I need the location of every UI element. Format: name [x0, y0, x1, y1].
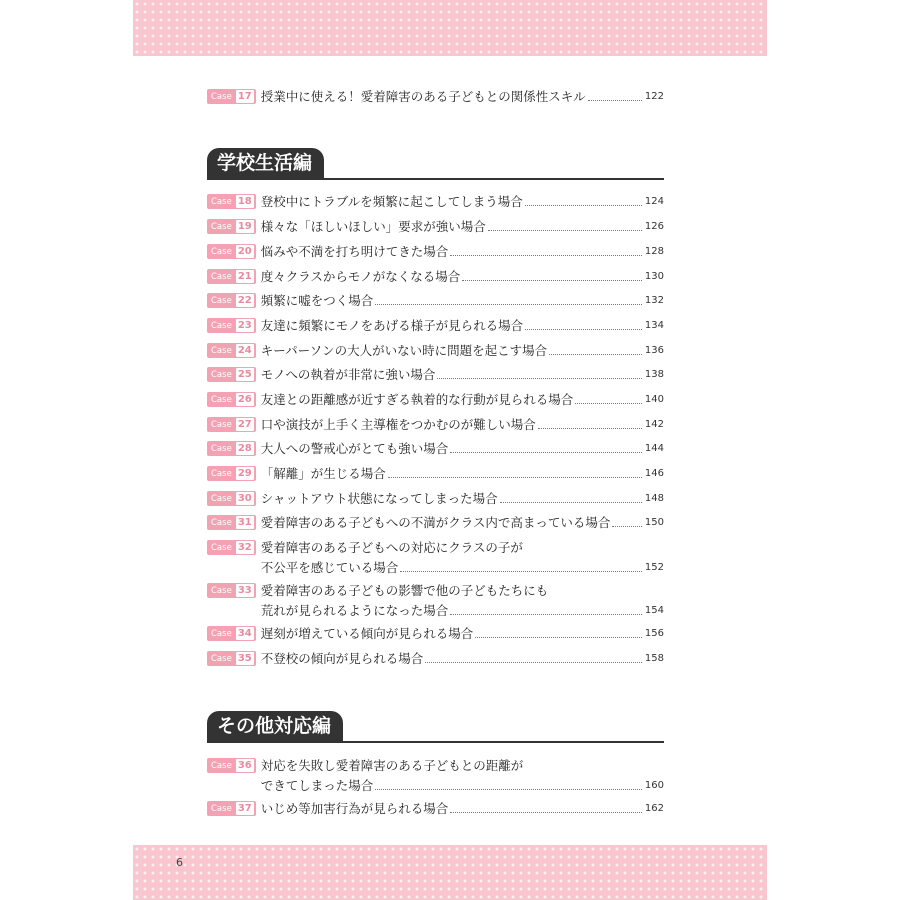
dot-leader [549, 354, 642, 355]
entry-page: 132 [644, 295, 664, 306]
entry-title: 愛着障害のある子どもへの対応にクラスの子が [260, 540, 523, 555]
dot-leader [450, 452, 642, 453]
entry-title: 愛着障害のある子どもの影響で他の子どもたちにも [260, 583, 549, 598]
section-title: 学校生活編 [207, 148, 324, 178]
dot-leader [437, 378, 642, 379]
dot-leader [588, 100, 642, 101]
entry-page: 162 [644, 803, 664, 814]
entry-page: 152 [644, 562, 664, 573]
case-number: 20 [235, 244, 255, 259]
dot-leader [450, 812, 642, 813]
case-badge: Case 35 [207, 651, 256, 666]
toc-entry[interactable] [207, 291, 664, 311]
toc-entry[interactable] [207, 464, 664, 484]
toc-entry[interactable] [207, 341, 664, 361]
entry-page: 146 [644, 468, 664, 479]
case-badge: Case 34 [207, 626, 256, 641]
case-badge: Case 33 [207, 583, 256, 598]
entry-page: 130 [644, 271, 664, 282]
case-number: 24 [235, 343, 255, 358]
entry-page: 160 [644, 780, 664, 791]
entry-page: 142 [644, 419, 664, 430]
case-number: 32 [235, 540, 255, 555]
entry-title: 登校中にトラブルを頻繁に起こしてしまう場合 [260, 194, 523, 209]
entry-page: 122 [644, 91, 664, 102]
entry-page: 148 [644, 493, 664, 504]
toc-entry[interactable] [207, 192, 664, 212]
case-badge: Case 36 [207, 758, 256, 773]
toc-entry[interactable] [207, 513, 664, 533]
toc-entry[interactable] [207, 489, 664, 509]
case-badge: Case 19 [207, 219, 256, 234]
dot-leader [612, 526, 642, 527]
entry-page: 126 [644, 221, 664, 232]
entry-page: 136 [644, 345, 664, 356]
case-badge: Case 21 [207, 269, 256, 284]
entry-title: 口や演技が上手く主導権をつかむのが難しい場合 [260, 417, 536, 432]
entry-page: 140 [644, 394, 664, 405]
case-number: 35 [235, 651, 255, 666]
case-badge: Case 24 [207, 343, 256, 358]
toc-entry[interactable] [207, 581, 664, 621]
toc-entry[interactable] [207, 439, 664, 459]
entry-page: 156 [644, 628, 664, 639]
dot-leader [575, 403, 642, 404]
entry-page: 150 [644, 517, 664, 528]
entry-title-continued: 不公平を感じている場合 [260, 560, 399, 575]
toc-entry[interactable] [207, 242, 664, 262]
case-number: 17 [235, 89, 255, 104]
case-badge: Case 29 [207, 466, 256, 481]
dot-leader [538, 428, 642, 429]
dot-leader [388, 477, 642, 478]
entry-title: シャットアウト状態になってしまった場合 [260, 491, 498, 506]
case-number: 23 [235, 318, 255, 333]
case-badge: Case 32 [207, 540, 256, 555]
case-number: 36 [235, 758, 255, 773]
entry-page: 144 [644, 443, 664, 454]
entry-page: 134 [644, 320, 664, 331]
toc-entry[interactable] [207, 538, 664, 578]
case-number: 22 [235, 293, 255, 308]
toc-entry[interactable] [207, 624, 664, 644]
toc-entry[interactable] [207, 217, 664, 237]
entry-page: 138 [644, 369, 664, 380]
dot-leader [462, 280, 642, 281]
entry-page: 154 [644, 605, 664, 616]
entry-title: 授業中に使える！愛着障害のある子どもとの関係性スキル [260, 89, 586, 104]
dot-leader [375, 304, 642, 305]
case-number: 21 [235, 269, 255, 284]
dot-leader [400, 571, 642, 572]
dot-leader [425, 662, 642, 663]
case-badge: Case 30 [207, 491, 256, 506]
section-title: その他対応編 [207, 711, 343, 741]
toc-entry[interactable] [207, 365, 664, 385]
case-number: 37 [235, 801, 255, 816]
case-number: 25 [235, 367, 255, 382]
case-number: 30 [235, 491, 255, 506]
entry-title: 不登校の傾向が見られる場合 [260, 651, 424, 666]
toc-entry[interactable] [207, 267, 664, 287]
entry-title: 様々な「ほしいほしい」要求が強い場合 [260, 219, 486, 234]
entry-title: 「解離」が生じる場合 [260, 466, 386, 481]
case-badge: Case 20 [207, 244, 256, 259]
case-badge: Case 28 [207, 441, 256, 456]
entry-title: 愛着障害のある子どもへの不満がクラス内で高まっている場合 [260, 515, 611, 530]
entry-title: 悩みや不満を打ち明けてきた場合 [260, 244, 449, 259]
section-heading-other [207, 707, 664, 743]
case-number: 34 [235, 626, 255, 641]
dot-leader [525, 329, 642, 330]
case-number: 18 [235, 194, 255, 209]
entry-page: 124 [644, 196, 664, 207]
entry-title: いじめ等加害行為が見られる場合 [260, 801, 449, 816]
entry-title: 友達に頻繁にモノをあげる様子が見られる場合 [260, 318, 524, 333]
entry-title: 度々クラスからモノがなくなる場合 [260, 269, 461, 284]
entry-page: 128 [644, 246, 664, 257]
dot-leader [375, 789, 642, 790]
case-badge: Case 17 [207, 89, 256, 104]
dot-leader [525, 205, 642, 206]
case-badge: Case 27 [207, 417, 256, 432]
toc-entry[interactable] [207, 799, 664, 819]
case-badge: Case 37 [207, 801, 256, 816]
case-badge: Case 18 [207, 194, 256, 209]
case-badge: Case 25 [207, 367, 256, 382]
dot-leader [475, 637, 642, 638]
entry-title-continued: できてしまった場合 [260, 778, 374, 793]
case-number: 27 [235, 417, 255, 432]
section-heading-school-life [207, 144, 664, 180]
page-number: 6 [176, 856, 183, 869]
case-badge: Case 31 [207, 515, 256, 530]
bottom-decorative-band [133, 845, 767, 900]
entry-title: 友達との距離感が近すぎる執着的な行動が見られる場合 [260, 392, 574, 407]
case-number: 19 [235, 219, 255, 234]
case-badge: Case 22 [207, 293, 256, 308]
case-number: 28 [235, 441, 255, 456]
entry-title: 対応を失敗し愛着障害のある子どもとの距離が [260, 758, 524, 773]
toc-entry[interactable] [207, 87, 664, 107]
dot-leader [488, 230, 642, 231]
dot-leader [450, 614, 642, 615]
entry-title-continued: 荒れが見られるようになった場合 [260, 603, 449, 618]
case-badge: Case 26 [207, 392, 256, 407]
entry-page: 158 [644, 653, 664, 664]
case-number: 29 [235, 466, 255, 481]
entry-title: モノへの執着が非常に強い場合 [260, 367, 436, 382]
dot-leader [500, 502, 642, 503]
case-number: 26 [235, 392, 255, 407]
entry-title: キーパーソンの大人がいない時に問題を起こす場合 [260, 343, 548, 358]
dot-leader [450, 255, 642, 256]
case-number: 33 [235, 583, 255, 598]
toc-entry[interactable] [207, 649, 664, 669]
case-badge: Case 23 [207, 318, 256, 333]
toc-entry[interactable] [207, 316, 664, 336]
toc-entry[interactable] [207, 415, 664, 435]
toc-entry[interactable] [207, 390, 664, 410]
toc-entry[interactable] [207, 756, 664, 796]
top-decorative-band [133, 0, 767, 56]
entry-title: 頻繁に嘘をつく場合 [260, 293, 374, 308]
case-number: 31 [235, 515, 255, 530]
entry-title: 遅刻が増えている傾向が見られる場合 [260, 626, 474, 641]
entry-title: 大人への警戒心がとても強い場合 [260, 441, 449, 456]
